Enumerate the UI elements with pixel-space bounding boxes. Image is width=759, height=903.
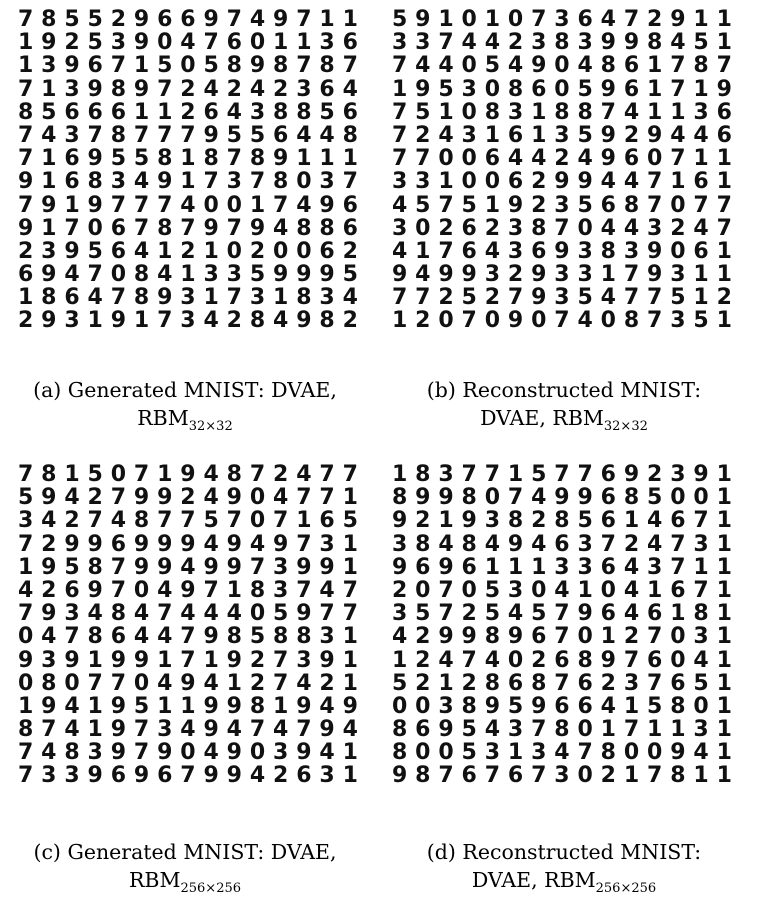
caption-b-rbm: DVAE, RBM xyxy=(480,406,604,430)
digit-row: 7 4 8 3 9 7 9 0 4 9 0 3 9 4 1 xyxy=(17,740,358,766)
caption-c-rbm: RBM xyxy=(128,868,181,892)
digit-row: 7 3 3 9 6 9 6 7 9 9 4 2 6 3 1 xyxy=(17,763,358,789)
digit-row: 8 6 9 5 4 3 7 8 0 1 7 1 1 3 1 xyxy=(391,717,732,743)
digit-row: 7 2 9 9 6 9 9 9 4 9 4 9 7 3 1 xyxy=(17,531,358,557)
digit-row: 0 0 3 8 9 5 9 6 6 4 1 5 8 0 1 xyxy=(391,693,732,719)
digit-row: 7 4 3 7 8 7 7 7 9 5 5 6 4 4 8 xyxy=(17,122,358,148)
digit-row: 1 2 0 7 0 9 0 7 4 0 8 7 3 5 1 xyxy=(391,308,732,334)
digit-row: 2 3 9 5 6 4 1 2 1 0 2 0 0 6 2 xyxy=(17,238,358,264)
digit-row: 1 3 9 6 7 1 5 0 5 8 9 8 7 8 7 xyxy=(17,53,358,79)
caption-a-line1: (a) Generated MNIST: DVAE, xyxy=(33,378,337,402)
caption-b-line2 xyxy=(374,404,754,441)
caption-d-line1: (d) Reconstructed MNIST: xyxy=(426,840,702,864)
digit-row: 3 4 2 7 4 8 7 7 5 7 0 7 1 6 5 xyxy=(17,508,358,534)
digit-row: 7 1 3 9 8 9 7 2 4 2 4 2 3 6 4 xyxy=(17,76,358,102)
digit-row: 5 2 1 2 8 6 8 7 6 2 3 7 6 5 1 xyxy=(391,670,732,696)
digit-row: 9 4 9 9 3 2 9 3 3 1 7 9 3 1 1 xyxy=(391,262,732,288)
caption-b xyxy=(374,376,754,441)
digit-row: 4 5 7 5 1 9 2 3 5 6 8 7 0 7 7 xyxy=(391,192,732,218)
digit-row: 8 7 4 1 9 7 3 4 9 4 7 4 7 9 4 xyxy=(17,717,358,743)
digit-row: 7 8 5 5 2 9 6 6 9 7 4 9 7 1 1 xyxy=(17,7,358,32)
digit-grid-c xyxy=(14,463,370,823)
caption-d-rbm: DVAE, RBM xyxy=(471,868,596,892)
digit-row: 4 1 7 6 4 3 6 9 3 8 3 9 0 6 1 xyxy=(391,238,732,264)
caption-c-line2 xyxy=(0,866,370,903)
digit-row: 1 9 5 3 0 8 6 0 5 9 6 1 7 1 9 xyxy=(391,76,732,102)
digit-row: 9 6 9 6 1 1 1 3 3 6 4 3 7 1 1 xyxy=(391,554,732,580)
digit-row: 5 9 1 0 1 0 7 3 6 4 7 2 9 1 1 xyxy=(391,7,732,32)
caption-a-sub: 32×32 xyxy=(188,419,233,435)
digit-row: 7 9 1 9 7 7 7 4 0 0 1 7 4 9 6 xyxy=(17,192,358,218)
digit-row: 3 8 4 8 4 9 4 6 3 7 2 4 7 3 1 xyxy=(391,531,732,557)
digit-row: 5 9 4 2 7 9 9 2 4 9 0 4 7 7 1 xyxy=(17,485,358,511)
caption-d-line2 xyxy=(374,866,754,903)
digit-row: 7 5 1 0 8 3 1 8 8 7 4 1 1 3 6 xyxy=(391,99,732,125)
digit-row: 7 1 6 9 5 5 8 1 8 7 8 9 1 1 1 xyxy=(17,146,358,172)
caption-c-line1: (c) Generated MNIST: DVAE, xyxy=(33,840,337,864)
digit-row: 0 4 7 8 6 4 4 7 9 8 5 8 8 3 1 xyxy=(17,624,358,650)
digit-row: 7 8 1 5 0 7 1 9 4 8 7 2 4 7 7 xyxy=(17,462,358,487)
digit-grid-b xyxy=(388,8,744,368)
digit-row: 9 8 7 6 7 6 7 3 0 2 1 7 8 1 1 xyxy=(391,763,732,789)
digit-row: 1 2 4 7 4 0 2 6 8 9 7 6 0 4 1 xyxy=(391,647,732,673)
digit-row: 9 1 7 0 6 7 8 7 9 7 9 4 8 8 6 xyxy=(17,215,358,241)
caption-d-sub: 256×256 xyxy=(595,881,657,897)
digit-row: 3 3 1 0 0 6 2 9 9 4 4 7 1 6 1 xyxy=(391,169,732,195)
digit-grid-d xyxy=(388,463,744,823)
digit-row: 1 9 5 8 7 9 9 4 9 9 7 3 9 9 1 xyxy=(17,554,358,580)
caption-b-sub: 32×32 xyxy=(603,419,648,435)
digit-row: 7 2 4 3 1 6 1 3 5 9 2 9 4 4 6 xyxy=(391,122,732,148)
caption-a-line2 xyxy=(0,404,370,441)
digit-row: 7 4 4 0 5 4 9 0 4 8 6 1 7 8 7 xyxy=(391,53,732,79)
digit-grid-a xyxy=(14,8,370,368)
digit-row: 1 8 3 7 7 1 5 7 7 6 9 2 3 9 1 xyxy=(391,462,732,487)
digit-row: 6 9 4 7 0 8 4 1 3 3 5 9 9 9 5 xyxy=(17,262,358,288)
digit-row: 7 7 2 5 2 7 9 3 5 4 7 7 5 1 2 xyxy=(391,285,732,311)
digit-row: 3 3 7 4 4 2 3 8 3 9 9 8 4 5 1 xyxy=(391,30,732,56)
digit-row: 1 9 2 5 3 9 0 4 7 6 0 1 1 3 6 xyxy=(17,30,358,56)
digit-row: 0 8 0 7 7 0 4 9 4 1 2 7 4 2 1 xyxy=(17,670,358,696)
digit-row: 4 2 9 9 8 9 6 7 0 1 2 7 0 3 1 xyxy=(391,624,732,650)
digit-row: 1 9 4 1 9 5 1 1 9 9 8 1 9 4 9 xyxy=(17,693,358,719)
caption-d xyxy=(374,838,754,903)
digit-row: 8 0 0 5 3 1 3 4 7 8 0 0 9 4 1 xyxy=(391,740,732,766)
digit-row: 9 2 1 9 3 8 2 8 5 6 1 4 6 7 1 xyxy=(391,508,732,534)
caption-c xyxy=(0,838,370,903)
digit-row: 8 9 9 8 0 7 4 9 9 6 8 5 0 0 1 xyxy=(391,485,732,511)
digit-row: 2 0 7 0 5 3 0 4 1 0 4 1 6 7 1 xyxy=(391,577,732,603)
digit-row: 4 2 6 9 7 0 4 9 7 1 8 3 7 4 7 xyxy=(17,577,358,603)
caption-a xyxy=(0,376,370,441)
digit-row: 7 9 3 4 8 4 7 4 4 4 0 5 9 7 7 xyxy=(17,601,358,627)
caption-b-line1: (b) Reconstructed MNIST: xyxy=(426,378,702,402)
digit-row: 9 1 6 8 3 4 9 1 7 3 7 8 0 3 7 xyxy=(17,169,358,195)
digit-row: 9 3 9 1 9 9 1 7 1 9 2 7 3 9 1 xyxy=(17,647,358,673)
caption-c-sub: 256×256 xyxy=(180,881,242,897)
digit-row: 8 5 6 6 6 1 1 2 6 4 3 8 8 5 6 xyxy=(17,99,358,125)
digit-row: 2 9 3 1 9 1 7 3 4 2 8 4 9 8 2 xyxy=(17,308,358,334)
digit-row: 3 5 7 2 5 4 5 7 9 6 4 6 1 8 1 xyxy=(391,601,732,627)
digit-row: 7 7 0 0 6 4 4 2 4 9 6 0 7 1 1 xyxy=(391,146,732,172)
digit-row: 1 8 6 4 7 8 9 3 1 7 3 1 8 3 4 xyxy=(17,285,358,311)
caption-a-rbm: RBM xyxy=(137,406,189,430)
digit-row: 3 0 2 6 2 3 8 7 0 4 4 3 2 4 7 xyxy=(391,215,732,241)
